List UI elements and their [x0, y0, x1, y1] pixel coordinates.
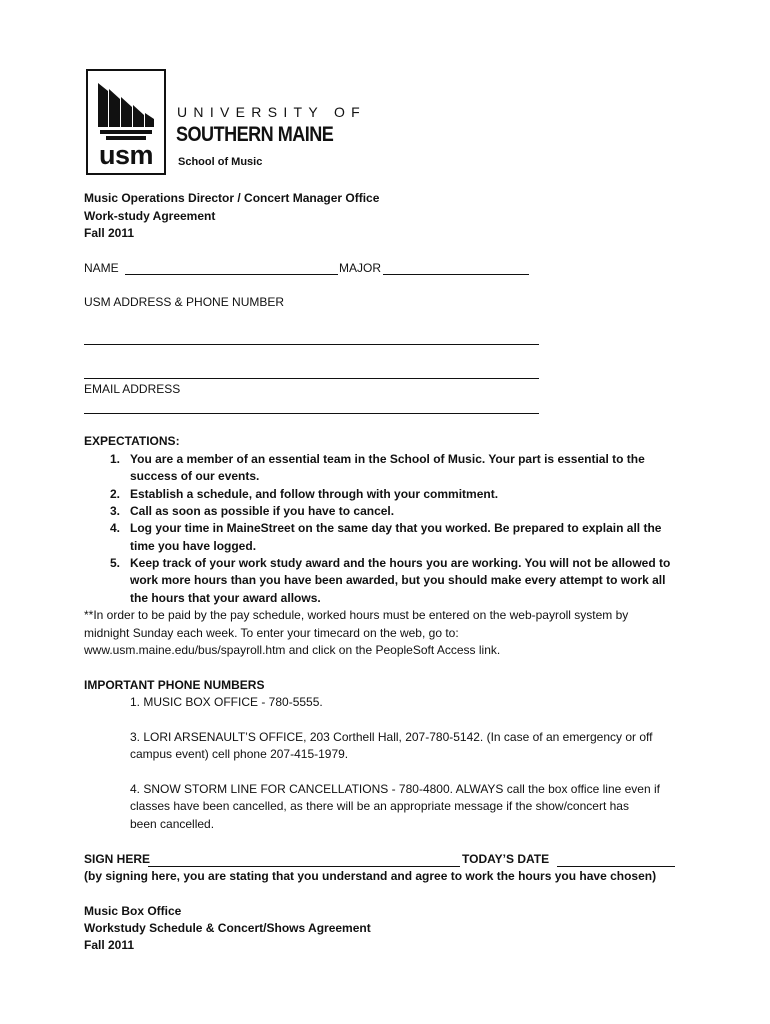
heading-line-1: Music Operations Director / Concert Manager Office — [84, 191, 380, 205]
payroll-note-line-1: **In order to be paid by the pay schedule, worked hours must be entered on the web-payroll system by — [84, 608, 629, 622]
phone-item-4-line-3: been cancelled. — [130, 817, 215, 831]
email-label: EMAIL ADDRESS — [84, 382, 181, 396]
name-field-line[interactable] — [125, 274, 338, 275]
sign-here-label: SIGN HERE — [84, 852, 151, 866]
phone-item-4-line-1: 4. SNOW STORM LINE FOR CANCELLATIONS - 780-4800. ALWAYS call the box office line even if — [130, 782, 660, 796]
logo-usm-text: usm — [98, 140, 154, 170]
expectations-title: EXPECTATIONS: — [84, 434, 180, 448]
phones-title: IMPORTANT PHONE NUMBERS — [84, 678, 265, 692]
phone-item-3-line-2: campus event) cell phone 207-415-1979. — [130, 747, 349, 761]
phone-item-4-line-2: classes have been cancelled, as there will be an appropriate message if the show/concert has — [130, 799, 629, 813]
signature-statement: (by signing here, you are stating that you understand and agree to work the hours you have chosen) — [84, 869, 657, 883]
payroll-note-line-2: midnight Sunday each week. To enter your timecard on the web, go to: — [84, 626, 459, 640]
southern-maine-text: SOUTHERN MAINE — [176, 123, 334, 146]
major-field-line[interactable] — [383, 274, 529, 275]
phone-item-3-line-1: 3. LORI ARSENAULT’S OFFICE, 203 Corthell Hall, 207-780-5142. (In case of an emergency or off — [130, 730, 653, 744]
university-of-text: UNIVERSITY OF — [177, 104, 366, 120]
footer-line-2: Workstudy Schedule & Concert/Shows Agreement — [84, 921, 371, 935]
date-field-line[interactable] — [557, 866, 675, 867]
email-field-line[interactable] — [84, 413, 539, 414]
school-of-music-text: School of Music — [178, 156, 263, 168]
document-page: usm UNIVERSITY OF SOUTHERN MAINE School of Music Music Operations Director / Concert Manager Office Work-study Agreement Fall 2011 NAME MAJOR USM ADDRESS & PHONE NUMBER EMAIL ADDRESS EXPECTATIONS: 1. You are a member of an essential team in the School of Music. Your part is essential to the success of our events. 2. Establish a schedule, and follow through with your commitment. 3. Call as soon as possible if you have to cancel. 4. Log your time in MaineStreet on the same day that you worked. Be prepared to explain all the time you have logged. 5. Keep track of your work study award and the hours you are working. You will not be allowed to work more hours than you have been awarded, but you should make every attempt to work all the hours that your award allows. **In order to be paid by the pay schedule, worked hours must be entered on the web-payroll system by midnight Sunday each week. To enter your timecard on the web, go to: www.usm.maine.edu/bus/spayroll.htm and click on the PeopleSoft Access link. IMPORTANT PHONE NUMBERS 1. MUSIC BOX OFFICE - 780-5555. 3. LORI ARSENAULT’S OFFICE, 203 Corthell Hall, 207-780-5142. (In case of an emergency or off campus event) cell phone 207-415-1979. 4. SNOW STORM LINE FOR CANCELLATIONS - 780-4800. ALWAYS call the box office line even if classes have been cancelled, as there will be an appropriate message if the show/concert has been cancelled. SIGN HERE TODAY’S DATE (by signing here, you are stating that you understand and agree to work the hours you have chosen) Music Box Office Workstudy Schedule & Concert/Shows Agreement Fall 2011 — [0, 0, 770, 1024]
todays-date-label: TODAY’S DATE — [462, 852, 550, 866]
heading-line-3: Fall 2011 — [84, 226, 135, 240]
heading-line-2: Work-study Agreement — [84, 209, 216, 223]
usm-logo — [86, 69, 166, 175]
address-field-line-2[interactable] — [84, 378, 539, 379]
payroll-note-line-3: www.usm.maine.edu/bus/spayroll.htm and click on the PeopleSoft Access link. — [84, 643, 501, 657]
name-label: NAME — [84, 261, 119, 275]
address-label: USM ADDRESS & PHONE NUMBER — [84, 295, 285, 309]
footer-line-1: Music Box Office — [84, 904, 182, 918]
footer-line-3: Fall 2011 — [84, 938, 135, 952]
usm-logo-mark-icon — [94, 81, 160, 143]
major-label: MAJOR — [339, 261, 381, 275]
signature-field-line[interactable] — [148, 866, 460, 867]
address-field-line-1[interactable] — [84, 344, 539, 345]
phone-item-1: 1. MUSIC BOX OFFICE - 780-5555. — [130, 695, 323, 709]
